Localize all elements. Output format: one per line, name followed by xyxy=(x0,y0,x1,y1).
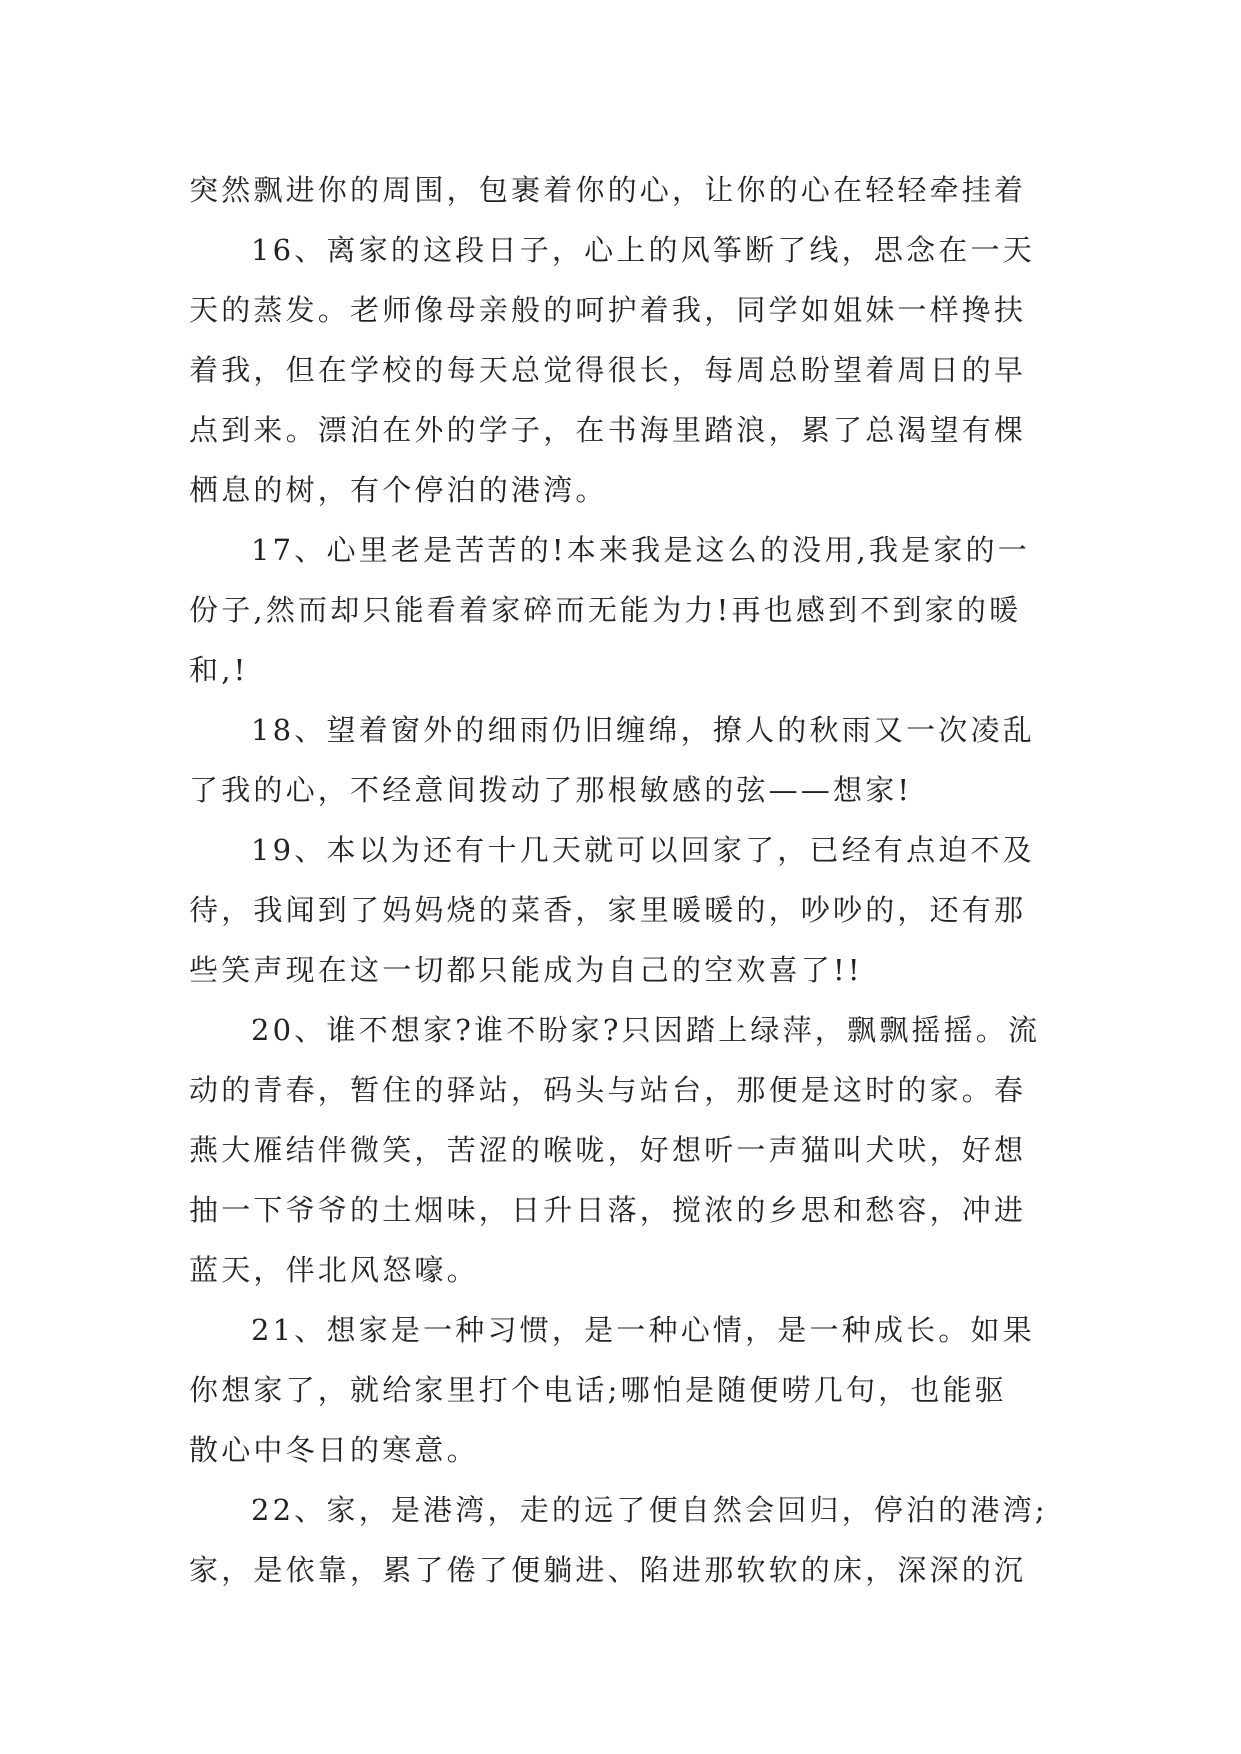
document-body xyxy=(189,160,1055,1600)
paragraph-continuation xyxy=(189,160,1055,220)
text-line: 些笑声现在这一切都只能成为自己的空欢喜了!! xyxy=(189,953,863,987)
text-line: 燕大雁结伴微笑，苦涩的喉咙，好想听一声猫叫犬吠，好想 xyxy=(189,1133,1027,1167)
text-line: 了我的心，不经意间拨动了那根敏感的弦——想家! xyxy=(189,773,913,807)
text-line: 份子,然而却只能看着家碎而无能为力!再也感到不到家的暖 xyxy=(189,593,1022,627)
text-line: 家，是依靠，累了倦了便躺进、陷进那软软的床，深深的沉 xyxy=(189,1553,1027,1587)
paragraph-19 xyxy=(189,820,1055,1000)
text-line: 抽一下爷爷的土烟味，日升日落，搅浓的乡思和愁容，冲进 xyxy=(189,1193,1027,1227)
text-line: 着我，但在学校的每天总觉得很长，每周总盼望着周日的早 xyxy=(189,353,1027,387)
text-line: 点到来。漂泊在外的学子，在书海里踏浪，累了总渴望有棵 xyxy=(189,413,1027,447)
paragraph-18 xyxy=(189,700,1055,820)
text-line: 19、本以为还有十几天就可以回家了，已经有点迫不及 xyxy=(251,833,1035,867)
text-line: 20、谁不想家?谁不盼家?只因踏上绿萍，飘飘摇摇。流 xyxy=(251,1013,1041,1047)
text-line: 散心中冬日的寒意。 xyxy=(189,1433,479,1467)
text-line: 待，我闻到了妈妈烧的菜香，家里暖暖的，吵吵的，还有那 xyxy=(189,893,1027,927)
paragraph-20 xyxy=(189,1000,1055,1300)
paragraph-21 xyxy=(189,1300,1055,1480)
paragraph-16 xyxy=(189,220,1055,520)
text-line: 天的蒸发。老师像母亲般的呵护着我，同学如姐妹一样搀扶 xyxy=(189,293,1027,327)
paragraph-22 xyxy=(189,1480,1055,1600)
text-line: 22、家，是港湾，走的远了便自然会回归，停泊的港湾; xyxy=(251,1493,1048,1527)
text-line: 17、心里老是苦苦的!本来我是这么的没用,我是家的一 xyxy=(251,533,1030,567)
text-line: 蓝天，伴北风怒嚎。 xyxy=(189,1253,479,1287)
text-line: 突然飘进你的周围，包裹着你的心，让你的心在轻轻牵挂着 xyxy=(189,173,1027,207)
text-line: 18、望着窗外的细雨仍旧缠绵，撩人的秋雨又一次凌乱 xyxy=(251,713,1035,747)
text-line: 你想家了，就给家里打个电话;哪怕是随便唠几句，也能驱 xyxy=(189,1373,1007,1407)
paragraph-17 xyxy=(189,520,1055,700)
text-line: 和,! xyxy=(189,653,249,687)
text-line: 21、想家是一种习惯，是一种心情，是一种成长。如果 xyxy=(251,1313,1035,1347)
text-line: 动的青春，暂住的驿站，码头与站台，那便是这时的家。春 xyxy=(189,1073,1027,1107)
text-line: 16、离家的这段日子，心上的风筝断了线，思念在一天 xyxy=(251,233,1035,267)
text-line: 栖息的树，有个停泊的港湾。 xyxy=(189,473,608,507)
